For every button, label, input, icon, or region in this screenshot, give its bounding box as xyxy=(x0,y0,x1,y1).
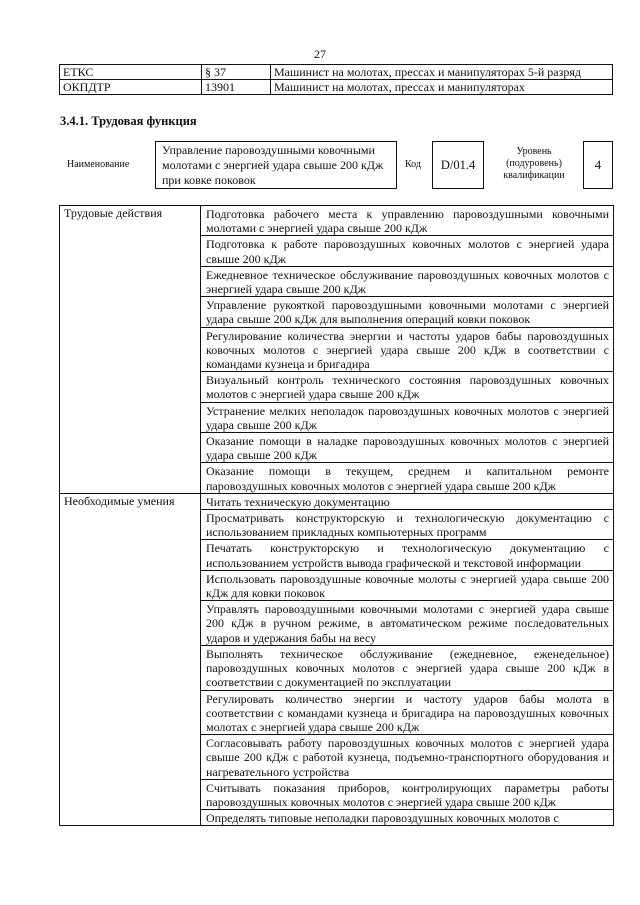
list-item: Просматривать конструкторскую и технологическую документацию с использованием прикладных компьютерных программ xyxy=(201,510,614,540)
level-label: Уровень (подуровень) квалификации xyxy=(503,146,565,181)
code-cell: ОКПДТР xyxy=(60,80,202,95)
title-cell: Машинист на молотах, прессах и манипуляторах xyxy=(271,80,613,95)
list-item: Ежедневное техническое обслуживание паровоздушных ковочных молотов с энергией удара свыше 200 кДж xyxy=(201,266,614,296)
ref-cell: § 37 xyxy=(202,65,271,80)
table-row xyxy=(60,493,614,509)
list-item: Оказание помощи в текущем, среднем и капитальном ремонте паровоздушных ковочных молотов с энергией удара свыше 200 кДж xyxy=(201,463,614,493)
list-item: Регулирование количества энергии и частоты ударов бабы паровоздушных ковочных молотов с энергией удара свыше 200 кДж в соответствии с командами кузнеца и бригадира xyxy=(201,327,614,372)
classification-table xyxy=(59,64,613,95)
table-row xyxy=(60,206,614,236)
list-item: Оказание помощи в наладке паровоздушных ковочных молотов с энергией удара свыше 200 кДж xyxy=(201,433,614,463)
function-name: Управление паровоздушными ковочными молотами с энергией удара свыше 200 кДж при ковке поковок xyxy=(155,141,397,189)
list-item: Управление рукояткой паровоздушными ковочными молотами с энергией удара свыше 200 кДж для выполнения операций ковки поковок xyxy=(201,297,614,327)
list-item: Управлять паровоздушными ковочными молотами с энергией удара свыше 200 кДж в ручном режиме, в автоматическом режиме последовательных ударов и удержания бабы на весу xyxy=(201,601,614,646)
code-cell: ЕТКС xyxy=(60,65,202,80)
list-item: Регулировать количество энергии и частоту ударов бабы молота в соответствии с командами кузнеца и бригадира на паровоздушных ковочных молотах с энергией удара свыше 200 кДж xyxy=(201,690,614,735)
page-number: 27 xyxy=(314,47,326,61)
section-title: 3.4.1. Трудовая функция xyxy=(60,114,197,128)
table-row xyxy=(60,80,613,95)
list-item: Согласовывать работу паровоздушных ковочных молотов с энергией удара свыше 200 кДж с работой кузнеца, подъемно-транспортного оборудования и нагревательного устройства xyxy=(201,735,614,780)
table-row xyxy=(60,65,613,80)
list-item: Устранение мелких неполадок паровоздушных ковочных молотов с энергией удара свыше 200 кДж xyxy=(201,402,614,432)
ref-cell: 13901 xyxy=(202,80,271,95)
qualification-level: 4 xyxy=(583,141,613,189)
list-item: Подготовка рабочего места к управлению паровоздушными ковочными молотами с энергией удара свыше 200 кДж xyxy=(201,206,614,236)
function-code: D/01.4 xyxy=(432,141,484,189)
list-item: Выполнять техническое обслуживание (ежедневное, еженедельное) паровоздушных ковочных молотов с энергией удара свыше 200 кДж в соответствии с документацией по эксплуатации xyxy=(201,645,614,690)
code-label: Код xyxy=(405,159,421,170)
name-label: Наименование xyxy=(67,159,130,170)
list-item: Визуальный контроль технического состояния паровоздушных ковочных молотов с энергией удара свыше 200 кДж xyxy=(201,372,614,402)
required-skills-label: Необходимые умения xyxy=(60,493,201,825)
list-item: Считывать показания приборов, контролирующих параметры работы паровоздушных ковочных молотов с энергией удара свыше 200 кДж xyxy=(201,779,614,809)
function-details-table xyxy=(59,205,614,826)
list-item: Определять типовые неполадки паровоздушных ковочных молотов с xyxy=(201,810,614,826)
list-item: Печатать конструкторскую и технологическую документацию с использованием устройств вывода графической и текстовой информации xyxy=(201,540,614,570)
labor-actions-label: Трудовые действия xyxy=(60,206,201,494)
list-item: Подготовка к работе паровоздушных ковочных молотов с энергией удара свыше 200 кДж xyxy=(201,236,614,266)
list-item: Читать техническую документацию xyxy=(201,493,614,509)
list-item: Использовать паровоздушные ковочные молоты с энергией удара свыше 200 кДж для ковки поковок xyxy=(201,570,614,600)
title-cell: Машинист на молотах, прессах и манипуляторах 5-й разряд xyxy=(271,65,613,80)
